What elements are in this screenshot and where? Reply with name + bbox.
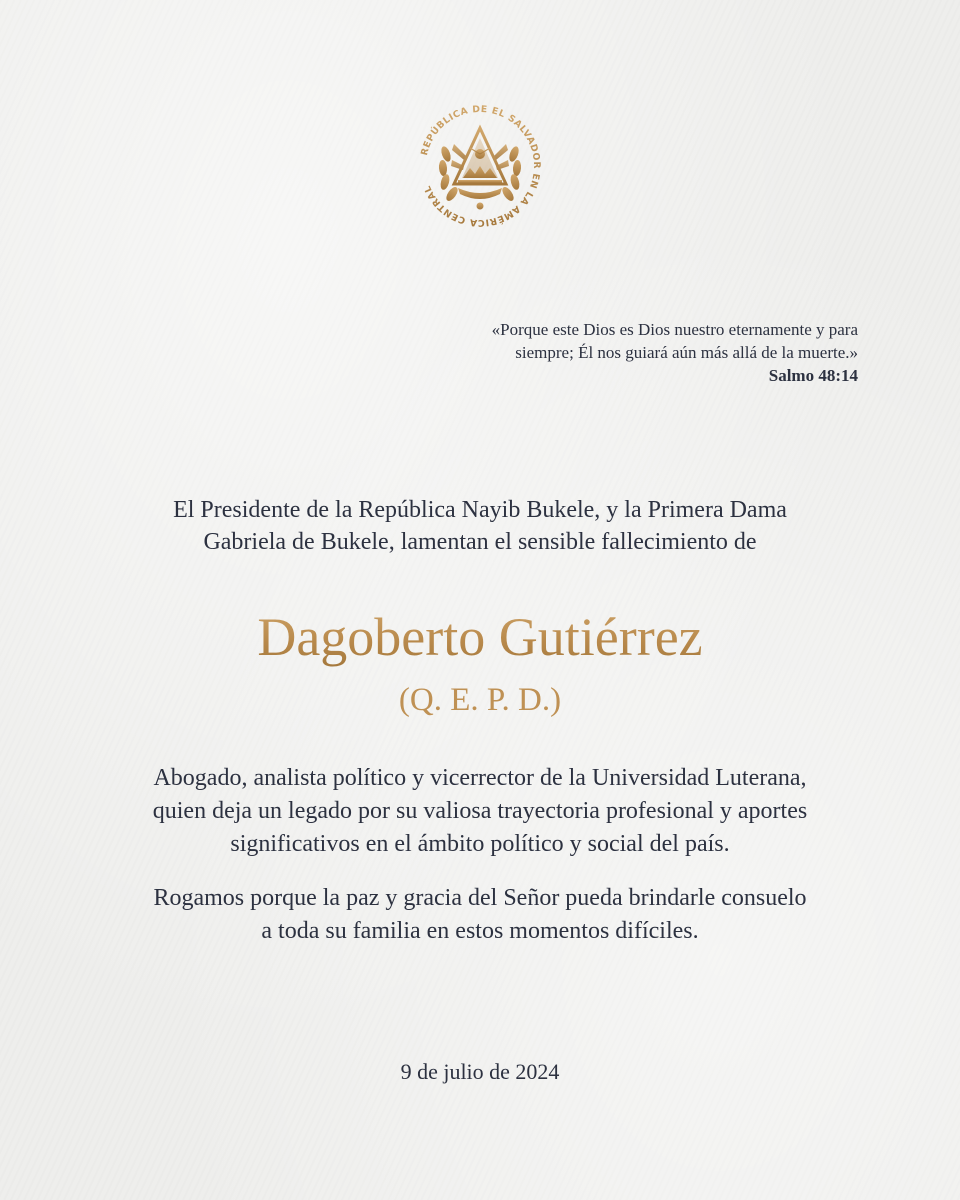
epigraph-reference: Salmo 48:14 [768, 366, 858, 385]
notice-date: 9 de julio de 2024 [400, 1059, 560, 1084]
prayer-line: Rogamos porque la paz y gracia del Señor pueda brindarle consuelo [153, 885, 807, 911]
epigraph [338, 318, 858, 387]
prayer-line: a toda su familia en estos momentos difíciles. [261, 918, 699, 944]
biography-line: Abogado, analista político y vicerrector de la Universidad Luterana, [153, 765, 807, 791]
biography-line: significativos en el ámbito político y social del país. [230, 831, 730, 857]
biography-line: quien deja un legado por su valiosa trayectoria profesional y aportes [152, 798, 808, 824]
epigraph-line: siempre; Él nos guiará aún más allá de la muerte.» [515, 343, 858, 362]
announcement-line: El Presidente de la República Nayib Bukele, y la Primera Dama [173, 497, 787, 523]
deceased-name: Dagoberto Gutiérrez [80, 604, 880, 670]
seal-legend: REPÚBLICA DE EL SALVADOR EN LA AMÉRICA CENTRAL [419, 103, 543, 229]
coat-of-arms-seal [408, 94, 552, 238]
deceased-suffix: (Q. E. P. D.) [398, 682, 562, 718]
announcement [80, 494, 880, 558]
biography [40, 762, 920, 861]
epigraph-line: «Porque este Dios es Dios nuestro eternamente y para [491, 320, 858, 339]
announcement-line: Gabriela de Bukele, lamentan el sensible fallecimiento de [203, 529, 757, 555]
prayer [40, 882, 920, 948]
coat-of-arms-icon [408, 94, 552, 238]
